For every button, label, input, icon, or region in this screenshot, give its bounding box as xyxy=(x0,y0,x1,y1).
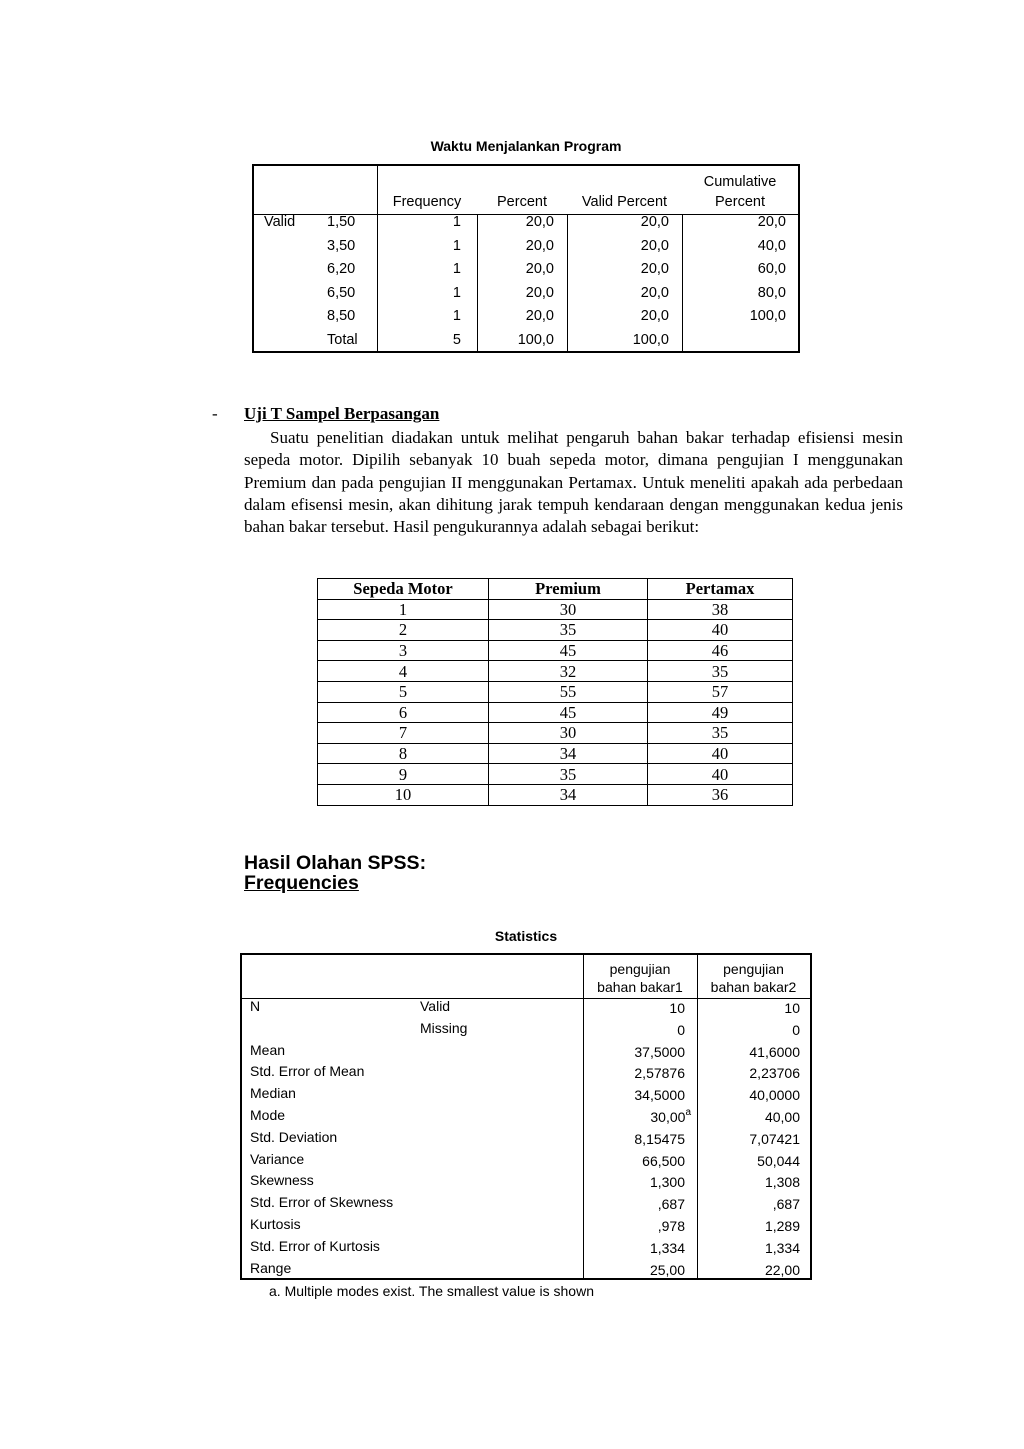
table-cell: 5 xyxy=(318,681,489,702)
stat-label: Mean xyxy=(250,1041,286,1058)
stat-value-1 xyxy=(658,1196,685,1212)
table-row xyxy=(318,620,793,641)
section-title: Uji T Sampel Berpasangan xyxy=(244,404,440,423)
table-cell: 35 xyxy=(648,723,793,744)
stat-label: Mode xyxy=(250,1107,286,1123)
table-row xyxy=(318,640,793,661)
stat-label: Std. Error of Skewness xyxy=(250,1194,394,1211)
list-dash: - xyxy=(212,404,218,423)
header-pengujian-2: pengujian xyxy=(723,961,784,977)
row-valid-percent: 20,0 xyxy=(640,284,669,301)
total-valid-percent: 100,0 xyxy=(632,332,669,348)
table-cell: 40 xyxy=(648,743,793,764)
stat-label: Kurtosis xyxy=(250,1216,301,1232)
table-cell: 34 xyxy=(489,743,648,764)
stat-value-1 xyxy=(634,1131,685,1147)
table-cell: 2 xyxy=(318,620,489,641)
statistics-footnote: a. Multiple modes exist. The smallest value is shown xyxy=(269,1283,594,1299)
row-frequency: 1 xyxy=(452,261,461,278)
stat-value-1 xyxy=(677,1022,685,1038)
header-frequency: Frequency xyxy=(392,194,462,210)
stat-value-2: 1,289 xyxy=(764,1218,800,1234)
stat-value-1-text: ,687 xyxy=(657,1196,685,1213)
statistics-table xyxy=(240,953,812,1280)
table-divider xyxy=(242,998,810,999)
table-divider xyxy=(697,955,698,1278)
table-cell: 30 xyxy=(489,599,648,620)
table-cell: 45 xyxy=(489,640,648,661)
table-divider xyxy=(583,955,584,1278)
stat-value-2: 41,6000 xyxy=(749,1043,800,1060)
table-cell: 45 xyxy=(489,702,648,723)
row-valid-percent: 20,0 xyxy=(640,308,669,325)
header-premium: Premium xyxy=(489,579,648,600)
row-frequency: 1 xyxy=(452,284,461,301)
stat-value-2: 40,0000 xyxy=(749,1087,800,1104)
stat-value-1-text: 1,334 xyxy=(649,1239,685,1256)
footnote-marker: a xyxy=(685,1107,691,1119)
header-pengujian-1: pengujian xyxy=(609,961,671,977)
row-valid-percent: 20,0 xyxy=(640,261,669,278)
table-cell: 1 xyxy=(318,599,489,620)
table-row xyxy=(318,784,793,805)
row-value: 6,20 xyxy=(327,261,356,278)
stat-value-1 xyxy=(642,1153,685,1169)
table-row xyxy=(318,599,793,620)
header-cumulative: Cumulative xyxy=(703,174,777,190)
table-cell: 55 xyxy=(489,681,648,702)
row-percent: 20,0 xyxy=(525,284,554,301)
results-heading: Hasil Olahan SPSS: xyxy=(244,852,427,874)
stat-value-1 xyxy=(634,1087,685,1103)
frequency-table-title: Waktu Menjalankan Program xyxy=(430,138,622,154)
stat-label: Range xyxy=(250,1259,292,1276)
table-row xyxy=(318,764,793,785)
stat-sublabel: Missing xyxy=(420,1019,468,1036)
table-cell: 7 xyxy=(318,723,489,744)
stat-value-2: 10 xyxy=(784,1000,800,1016)
table-cell: 35 xyxy=(648,661,793,682)
header-sepeda-motor: Sepeda Motor xyxy=(318,579,489,600)
frequencies-heading: Frequencies xyxy=(244,872,359,894)
header-valid-percent: Valid Percent xyxy=(581,194,668,210)
table-row xyxy=(318,702,793,723)
stat-value-1-text: 34,5000 xyxy=(634,1087,685,1104)
stat-value-1-text: 8,15475 xyxy=(634,1130,685,1147)
row-frequency: 1 xyxy=(452,308,461,325)
stat-value-1 xyxy=(634,1065,685,1081)
table-cell: 35 xyxy=(489,764,648,785)
stat-value-1 xyxy=(658,1218,685,1234)
row-valid-percent: 20,0 xyxy=(640,214,669,230)
stat-value-1-text: 0 xyxy=(677,1021,685,1038)
table-divider xyxy=(567,214,568,351)
stat-value-1-text: 66,500 xyxy=(642,1152,685,1169)
table-cell: 57 xyxy=(648,681,793,702)
stat-value-2: 2,23706 xyxy=(749,1065,800,1082)
stat-label: Skewness xyxy=(250,1172,314,1189)
table-divider xyxy=(477,214,478,351)
stat-value-2: 40,00 xyxy=(764,1109,800,1125)
table-cell: 36 xyxy=(648,784,793,805)
stat-value-1 xyxy=(634,1044,685,1060)
stat-value-1-text: 2,57876 xyxy=(634,1065,685,1082)
statistics-table-title: Statistics xyxy=(494,928,558,944)
header-pertamax: Pertamax xyxy=(648,579,793,600)
stat-value-1 xyxy=(650,1109,691,1125)
header-bahan-bakar-1: bahan bakar1 xyxy=(597,979,683,995)
stat-value-1-text: 30,00 xyxy=(650,1109,686,1125)
stat-value-2: 50,044 xyxy=(757,1152,800,1169)
table-cell: 8 xyxy=(318,743,489,764)
table-cell: 34 xyxy=(489,784,648,805)
table-divider xyxy=(682,214,683,351)
row-value: 1,50 xyxy=(327,214,356,230)
stat-value-2: 7,07421 xyxy=(749,1130,800,1147)
stat-value-2: 1,334 xyxy=(764,1239,800,1256)
row-percent: 20,0 xyxy=(525,237,554,254)
stat-value-2: 0 xyxy=(792,1021,800,1038)
stat-value-2: 22,00 xyxy=(764,1261,800,1278)
row-frequency: 1 xyxy=(452,214,461,230)
stat-value-2: 1,308 xyxy=(764,1174,800,1191)
table-cell: 32 xyxy=(489,661,648,682)
row-value: 6,50 xyxy=(327,284,356,301)
section-paragraph: Suatu penelitian diadakan untuk melihat pengaruh bahan bakar terhadap efisiensi mesin sepeda motor. Dipilih sebanyak 10 buah sepeda motor, dimana pengujian I menggunakan Premium dan pada pengujian II menggunakan Pertamax. Untuk meneliti apakah ada perbedaan dalam efisensi mesin, akan dihitung jarak tempuh kendaraan dengan menggunakan kedua jenis bahan bakar tersebut. Hasil pengukurannya adalah sebagai berikut: xyxy=(244,428,903,537)
frequency-table xyxy=(252,164,800,353)
table-cell: 40 xyxy=(648,764,793,785)
total-label: Total xyxy=(327,332,358,348)
table-row xyxy=(318,661,793,682)
stat-value-1 xyxy=(650,1262,685,1278)
stat-value-1 xyxy=(669,1000,685,1016)
fuel-data-table xyxy=(317,578,793,806)
stat-value-1-text: 37,5000 xyxy=(634,1043,685,1060)
table-cell: 46 xyxy=(648,640,793,661)
header-percent: Percent xyxy=(497,194,547,210)
table-row xyxy=(318,743,793,764)
table-cell: 4 xyxy=(318,661,489,682)
stat-value-1 xyxy=(650,1174,685,1190)
stat-label: Median xyxy=(250,1085,296,1102)
row-cumulative: 100,0 xyxy=(749,308,786,325)
table-cell: 49 xyxy=(648,702,793,723)
row-frequency: 1 xyxy=(452,237,461,254)
stat-value-2: ,687 xyxy=(772,1196,800,1213)
table-cell: 3 xyxy=(318,640,489,661)
table-cell: 6 xyxy=(318,702,489,723)
header-bahan-bakar-2: bahan bakar2 xyxy=(710,979,797,995)
row-cumulative: 80,0 xyxy=(757,284,786,301)
row-cumulative: 20,0 xyxy=(757,214,786,230)
table-cell: 40 xyxy=(648,620,793,641)
row-percent: 20,0 xyxy=(525,214,554,230)
stat-sublabel: Valid xyxy=(420,998,451,1014)
table-cell: 9 xyxy=(318,764,489,785)
table-row xyxy=(318,681,793,702)
table-cell: 38 xyxy=(648,599,793,620)
row-value: 3,50 xyxy=(327,237,356,254)
table-row xyxy=(318,723,793,744)
table-cell: 30 xyxy=(489,723,648,744)
stat-value-1 xyxy=(650,1240,685,1256)
stat-label: Std. Deviation xyxy=(250,1128,338,1145)
stat-value-1-text: ,978 xyxy=(657,1218,685,1234)
stat-label: Variance xyxy=(250,1150,305,1167)
header-cumulative-percent: Percent xyxy=(715,194,765,210)
table-cell: 10 xyxy=(318,784,489,805)
stat-label: Std. Error of Mean xyxy=(250,1063,365,1080)
total-percent: 100,0 xyxy=(517,332,554,348)
row-cumulative: 60,0 xyxy=(757,261,786,278)
stat-value-1-text: 1,300 xyxy=(649,1174,685,1191)
stat-value-1-text: 10 xyxy=(669,1000,685,1016)
row-valid-percent: 20,0 xyxy=(640,237,669,254)
stat-label: Std. Error of Kurtosis xyxy=(250,1237,380,1254)
stat-value-1-text: 25,00 xyxy=(649,1261,685,1278)
row-percent: 20,0 xyxy=(525,308,554,325)
row-value: 8,50 xyxy=(327,308,356,325)
group-label-valid: Valid xyxy=(264,214,296,230)
row-cumulative: 40,0 xyxy=(757,237,786,254)
row-percent: 20,0 xyxy=(525,261,554,278)
total-frequency: 5 xyxy=(452,332,461,348)
stat-label: N xyxy=(250,998,261,1014)
table-cell: 35 xyxy=(489,620,648,641)
